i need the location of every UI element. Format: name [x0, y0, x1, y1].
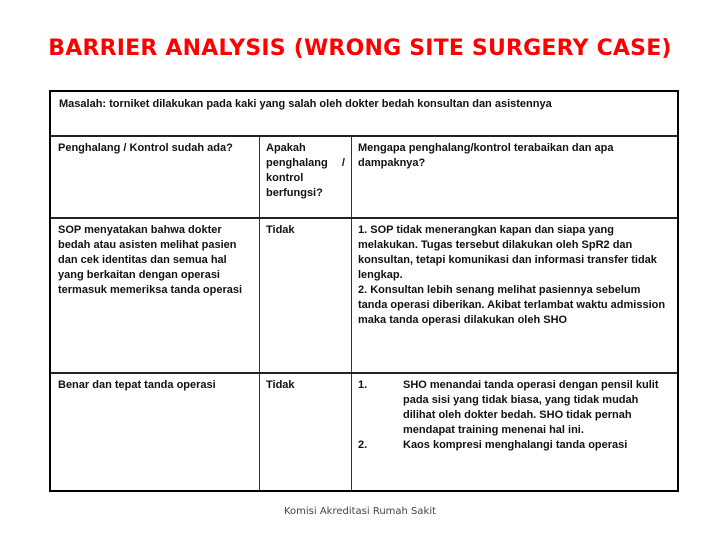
control-description: SOP menyatakan bahwa dokter bedah atau asisten melihat pasien dan cek identitas dan semua hal yang berkaitan dengan operasi termasuk memeriksa tanda operasi	[58, 224, 243, 296]
header-control-functioning: Apakah penghalang / kontrol berfungsi?	[266, 142, 345, 199]
reason-item-text: SHO menandai tanda operasi dengan pensil kulit pada sisi yang tidak biasa, yang tidak mudah dilihat oleh dokter bedah. SHO tidak pernah mendapat training menenai hal ini.	[403, 379, 659, 436]
reason-item-text: Kaos kompresi menghalangi tanda operasi	[403, 439, 628, 451]
control-status: Tidak	[266, 379, 295, 391]
footer-text: Komisi Akreditasi Rumah Sakit	[283, 506, 437, 517]
reason-item	[358, 438, 671, 453]
page-title: BARRIER ANALYSIS (WRONG SITE SURGERY CASE)	[48, 36, 672, 61]
table-row	[51, 374, 677, 490]
reason-cell	[351, 374, 677, 490]
header-row	[51, 137, 677, 219]
problem-statement: Masalah: torniket dilakukan pada kaki yang salah oleh dokter bedah konsultan dan asistennya	[59, 98, 552, 110]
reason-item	[358, 378, 671, 438]
barrier-analysis-table	[49, 90, 679, 492]
control-status: Tidak	[266, 224, 295, 236]
problem-row	[51, 92, 677, 137]
reason-cell	[351, 219, 677, 372]
table-row	[51, 219, 677, 374]
reason-item-number: 2.	[358, 439, 368, 451]
reason-item-number: 1.	[358, 379, 368, 391]
header-existing-control: Penghalang / Kontrol sudah ada?	[58, 142, 233, 154]
reason-point-2: 2. Konsultan lebih senang melihat pasiennya sebelum tanda operasi diberikan. Akibat terlambat waktu admission maka tanda operasi dilakukan oleh SHO	[358, 284, 666, 326]
reason-point-1: 1. SOP tidak menerangkan kapan dan siapa yang melakukan. Tugas tersebut dilakukan oleh SpR2 dan konsultan, tetapi komunikasi dan informasi transfer tidak lengkap.	[358, 224, 657, 281]
control-description: Benar dan tepat tanda operasi	[58, 379, 216, 391]
header-why-ignored: Mengapa penghalang/kontrol terabaikan dan apa dampaknya?	[358, 142, 614, 169]
